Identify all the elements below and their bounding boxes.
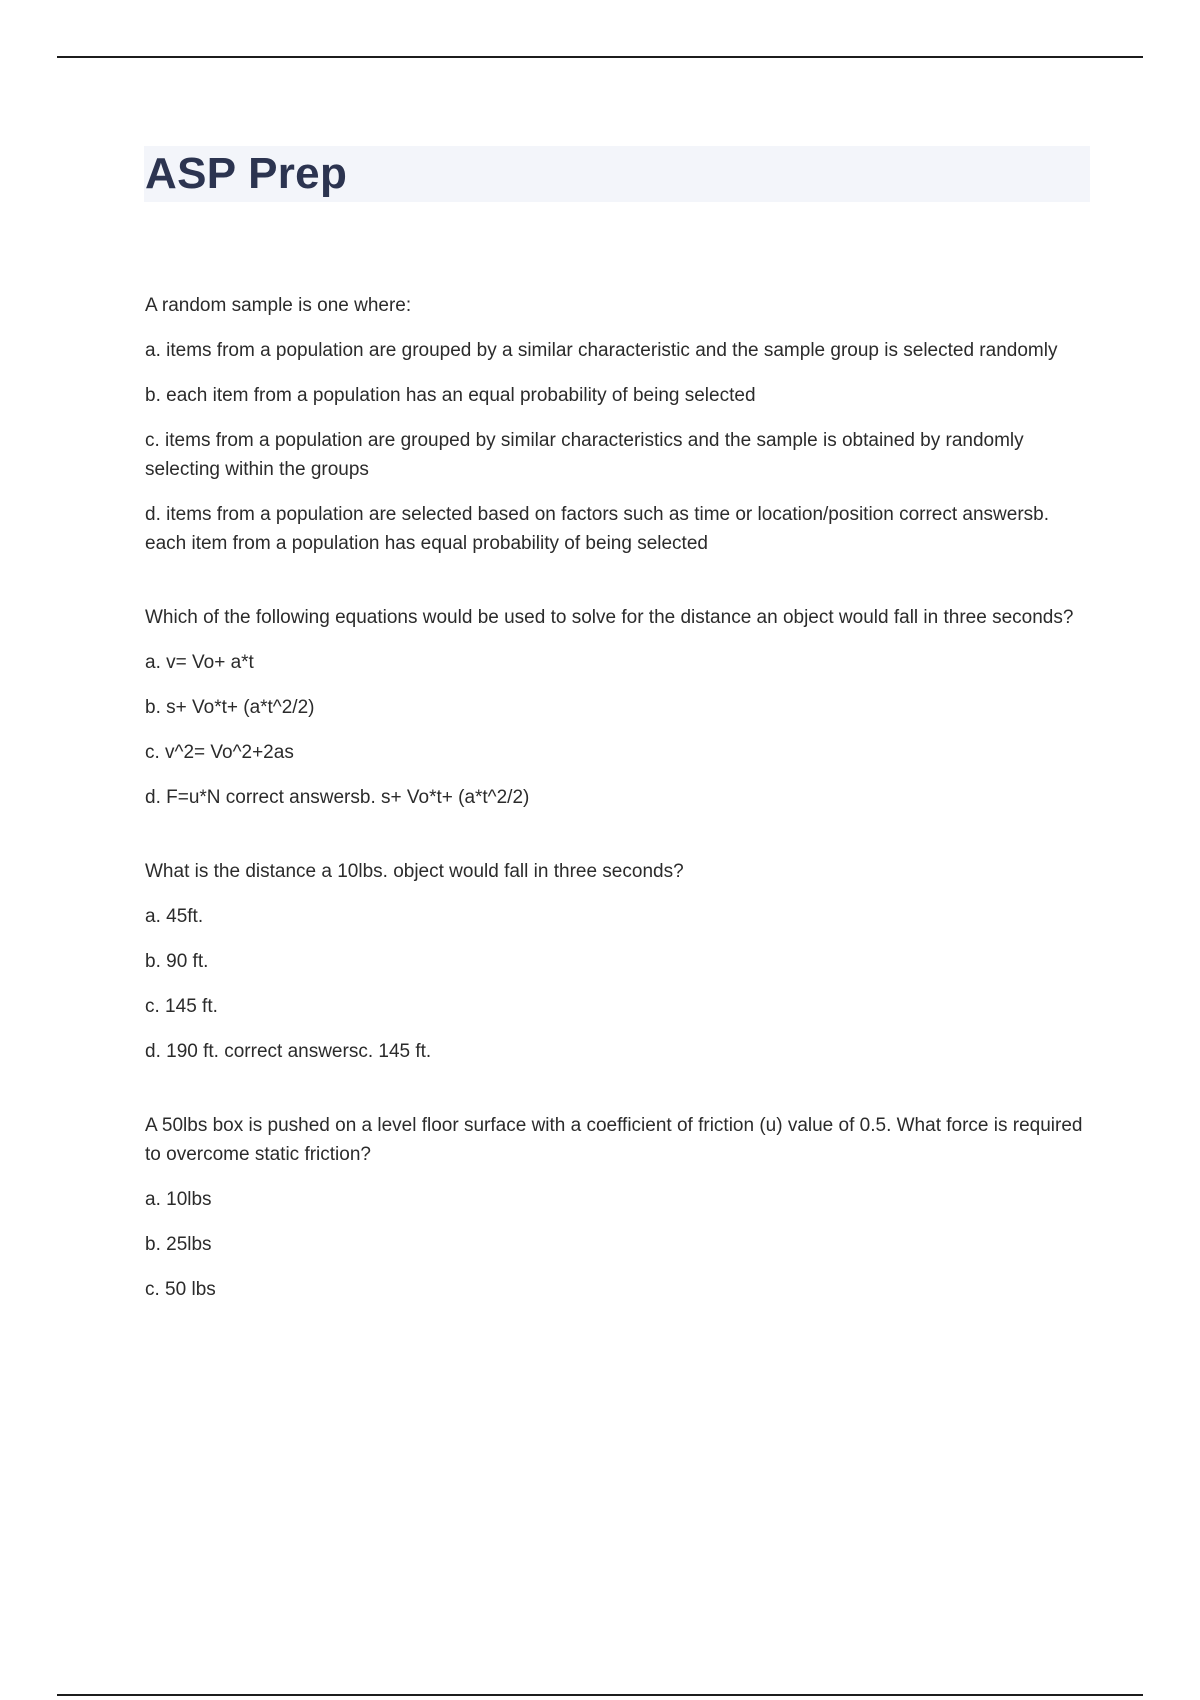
question-prompt: What is the distance a 10lbs. object would fall in three seconds? <box>145 861 684 882</box>
answer-option: d. F=u*N correct answersb. s+ Vo*t+ (a*t^2/2) <box>145 787 530 808</box>
top-rule <box>57 56 1143 58</box>
answer-option: a. items from a population are grouped by a similar characteristic and the sample group is selected randomly <box>145 340 1058 361</box>
answer-option: b. each item from a population has an equal probability of being selected <box>145 385 756 406</box>
answer-option: d. items from a population are selected based on factors such as time or location/position correct answersb. each item from a population has equal probability of being selected <box>145 504 1050 554</box>
question-prompt: A 50lbs box is pushed on a level floor surface with a coefficient of friction (u) value of 0.5. What force is required to overcome static friction? <box>145 1115 1083 1165</box>
answer-option: d. 190 ft. correct answersc. 145 ft. <box>145 1041 432 1062</box>
answer-option: b. s+ Vo*t+ (a*t^2/2) <box>145 697 315 718</box>
answer-option: c. items from a population are grouped by similar characteristics and the sample is obtained by randomly selecting within the groups <box>145 430 1024 480</box>
answer-option: a. v= Vo+ a*t <box>145 652 254 673</box>
page-title: ASP Prep <box>145 149 348 198</box>
question-prompt: A random sample is one where: <box>145 295 412 316</box>
question-3 <box>145 857 1095 1066</box>
answer-option: b. 25lbs <box>145 1234 212 1255</box>
answer-option: a. 10lbs <box>145 1189 212 1210</box>
question-4 <box>145 1111 1095 1304</box>
question-1 <box>145 291 1095 558</box>
answer-option: a. 45ft. <box>145 906 204 927</box>
answer-option: c. 145 ft. <box>145 996 218 1017</box>
bottom-rule <box>57 1694 1143 1696</box>
question-2 <box>145 603 1095 812</box>
document-body <box>145 291 1095 1349</box>
question-prompt: Which of the following equations would be used to solve for the distance an object would fall in three seconds? <box>145 607 1074 628</box>
answer-option: c. 50 lbs <box>145 1279 216 1300</box>
answer-option: b. 90 ft. <box>145 951 209 972</box>
answer-option: c. v^2= Vo^2+2as <box>145 742 294 763</box>
